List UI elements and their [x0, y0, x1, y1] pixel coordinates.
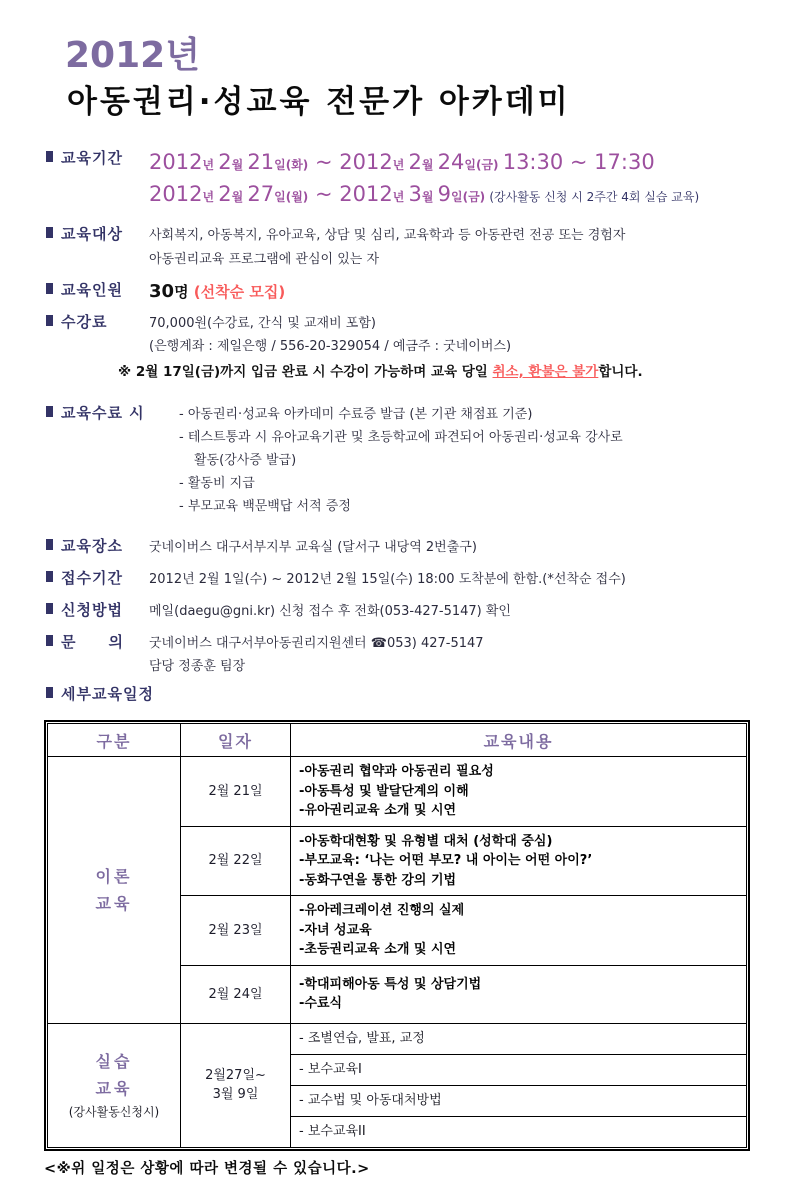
table-header-row [48, 724, 747, 757]
text-segment: 2012 [339, 182, 393, 206]
text-segment: ~ [308, 150, 340, 174]
year-title: 2012년 [65, 35, 200, 76]
date-line: 2월 24일 [208, 986, 263, 1002]
text-segment: 년 [202, 190, 219, 204]
content-cell [291, 1023, 747, 1054]
application-period-content: 2012년 2월 1일(수) ~ 2012년 2월 15일(수) 18:00 도착분에 한함.(*선착순 접수) [149, 572, 626, 587]
bullet-square-icon [46, 571, 53, 582]
content-line: -수료식 [299, 996, 343, 1011]
section-fee [44, 308, 750, 385]
date-line: 2월 23일 [208, 922, 263, 938]
text-line: 사회복지, 아동복지, 유아교육, 상담 및 심리, 교육학과 등 아동관련 전공 또는 경험자 [149, 228, 626, 243]
section-application-method [44, 596, 750, 624]
text-segment: 월 [421, 158, 438, 172]
text-segment: 년 [202, 158, 219, 172]
date-cell [181, 965, 291, 1023]
content-line: -동화구연을 통한 강의 기법 [299, 872, 457, 888]
date-cell [181, 757, 291, 827]
text-segment: 2012 [149, 182, 203, 206]
text-segment: 일(월) [274, 190, 309, 204]
date-line: 2월 22일 [208, 853, 263, 869]
text-line: 아동권리교육 프로그램에 관심이 있는 자 [149, 252, 380, 267]
schedule-table-wrap [44, 720, 750, 1151]
content-line: - 보수교육II [299, 1123, 366, 1139]
text-segment: 일(화) [274, 158, 309, 172]
period-content [149, 144, 750, 212]
text-segment: - 테스트통과 시 유아교육기관 및 초등학교에 파견되어 아동권리·성교육 강사로 [179, 430, 623, 445]
fee-content [118, 308, 750, 385]
footer-note: <※위 일정은 상황에 따라 변경될 수 있습니다.> [44, 1160, 370, 1177]
content-cell [291, 1116, 747, 1147]
section-label-completion: 교육수료 시 [61, 404, 145, 422]
section-label-capacity: 교육인원 [61, 281, 123, 299]
section-application-period [44, 564, 750, 592]
content-line: -초등권리교육 소개 및 시연 [299, 942, 457, 957]
section-inquiry [44, 628, 750, 678]
target-content [149, 220, 750, 272]
content-cell [291, 965, 747, 1023]
capacity-content [149, 276, 750, 306]
section-label-venue: 교육장소 [61, 537, 123, 555]
section-label-application-method: 신청방법 [61, 601, 123, 619]
section-label-target: 교육대상 [61, 225, 123, 243]
date-cell [181, 826, 291, 896]
application-method-content: 메일(daegu@gni.kr) 신청 접수 후 전화(053-427-5147) 확인 [149, 604, 511, 619]
text-segment: (선착순 모집) [188, 283, 286, 301]
content-line: -부모교육: ‘나는 어떤 부모? 내 아이는 어떤 아이?’ [299, 853, 593, 868]
date-cell [181, 1023, 291, 1147]
text-segment: 합니다. [598, 364, 643, 380]
content-cell [291, 1085, 747, 1116]
inquiry-line-1: 굿네이버스 대구서부아동권리지원센터 ☎053) 427-5147 [149, 636, 484, 651]
category-note: (강사활동신청시) [68, 1105, 160, 1119]
text-segment: 일(금) [451, 190, 490, 204]
text-segment: 27 [247, 182, 275, 206]
section-schedule-heading [44, 680, 750, 704]
text-segment: 9 [437, 182, 451, 206]
period-line-2 [149, 180, 750, 212]
content-line: - 교수법 및 아동대처방법 [299, 1092, 442, 1108]
inquiry-content [149, 628, 750, 678]
completion-content [179, 399, 750, 518]
content-line: - 조별연습, 발표, 교정 [299, 1030, 425, 1046]
text-segment: ※ 2월 17일(금)까지 입금 완료 시 수강이 가능하며 교육 당일 [118, 364, 493, 380]
bullet-square-icon [46, 283, 53, 294]
text-segment: 월 [231, 190, 248, 204]
bullet-square-icon [46, 603, 53, 614]
section-venue [44, 532, 750, 560]
text-segment: - 아동권리·성교육 아카데미 수료증 발급 (본 기관 채점표 기준) [179, 407, 533, 422]
text-segment: 30 [149, 281, 175, 302]
text-segment: 2 [408, 150, 422, 174]
text-segment: 월 [421, 190, 438, 204]
inquiry-line-2: 담당 정종훈 팀장 [149, 659, 246, 674]
table-header-cell: 구분 [48, 724, 181, 757]
content-cell [291, 757, 747, 827]
section-period [44, 144, 750, 212]
section-label-period: 교육기간 [61, 149, 123, 167]
text-segment: 21 [247, 150, 275, 174]
bullet-square-icon [46, 539, 53, 550]
category-cell [48, 757, 181, 1024]
text-segment: 년 [392, 190, 409, 204]
text-segment: (강사활동 신청 시 2주간 4회 실습 교육) [489, 190, 700, 204]
table-header-cell: 일자 [181, 724, 291, 757]
text-segment: - 부모교육 백문백답 서적 증정 [179, 499, 351, 514]
section-capacity [44, 276, 750, 306]
venue-content: 굿네이버스 대구서부지부 교육실 (달서구 내당역 2번출구) [149, 540, 477, 555]
content-line: -자녀 성교육 [299, 922, 372, 938]
content-line: -유아레크레이션 진행의 실제 [299, 903, 465, 918]
text-segment: ~ [308, 182, 340, 206]
text-segment: 일(금) [464, 158, 503, 172]
fee-refund-note [118, 360, 750, 385]
content-line: - 보수교육I [299, 1061, 362, 1077]
content-cell [291, 826, 747, 896]
bullet-square-icon [46, 687, 53, 698]
section-label-fee: 수강료 [61, 313, 108, 331]
bullet-square-icon [46, 315, 53, 326]
text-segment: 13:30 ~ 17:30 [502, 150, 655, 174]
date-cell [181, 896, 291, 966]
date-line: 2월27일~ [205, 1068, 266, 1083]
main-title: 아동권리·성교육 전문가 아카데미 [67, 84, 571, 120]
content-line: -아동권리 협약과 아동권리 필요성 [299, 764, 494, 779]
bullet-square-icon [46, 151, 53, 162]
category-label: 실습 [95, 1052, 133, 1071]
info-sections [44, 144, 750, 704]
section-label-schedule: 세부교육일정 [61, 685, 154, 703]
content-line: -유아권리교육 소개 및 시연 [299, 803, 457, 818]
category-label: 교육 [95, 1079, 133, 1098]
text-segment: 2012 [149, 150, 203, 174]
text-segment: 2012 [339, 150, 393, 174]
content-cell [291, 1054, 747, 1085]
fee-line-1: 70,000원(수강료, 간식 및 교재비 포함) [149, 316, 376, 331]
fee-line-2: (은행계좌 : 제일은행 / 556-20-329054 / 예금주 : 굿네이버스) [149, 339, 512, 354]
section-completion [44, 399, 750, 518]
section-label-application-period: 접수기간 [61, 569, 123, 587]
category-cell [48, 1023, 181, 1147]
table-header-cell: 교육내용 [291, 724, 747, 757]
text-segment: 년 [392, 158, 409, 172]
text-segment: 명 [174, 283, 189, 301]
text-segment: - 활동비 지급 [179, 476, 255, 491]
category-label: 이론 [95, 866, 133, 886]
category-label: 교육 [95, 893, 133, 913]
text-segment: 24 [437, 150, 465, 174]
date-line: 3월 9일 [212, 1087, 259, 1102]
text-segment: 취소, 환불은 불가 [492, 364, 599, 380]
schedule-table [47, 723, 747, 1148]
date-line: 2월 21일 [208, 783, 263, 799]
text-segment: 2 [218, 150, 232, 174]
content-line: -아동학대현황 및 유형별 대처 (성학대 중심) [299, 833, 553, 849]
content-line: -학대피해아동 특성 및 상담기법 [299, 976, 482, 992]
text-segment: 월 [231, 158, 248, 172]
section-label-inquiry: 문 의 [61, 633, 124, 651]
bullet-square-icon [46, 635, 53, 646]
content-cell [291, 896, 747, 966]
text-segment: 3 [408, 182, 422, 206]
section-target [44, 220, 750, 272]
text-segment: 2 [218, 182, 232, 206]
period-line-1 [149, 148, 750, 180]
bullet-square-icon [46, 406, 53, 417]
table-row [48, 1023, 747, 1054]
table-row [48, 757, 747, 827]
text-segment: 활동(강사증 발급) [194, 453, 297, 468]
content-line: -아동특성 및 발달단계의 이해 [299, 783, 469, 799]
bullet-square-icon [46, 227, 53, 238]
